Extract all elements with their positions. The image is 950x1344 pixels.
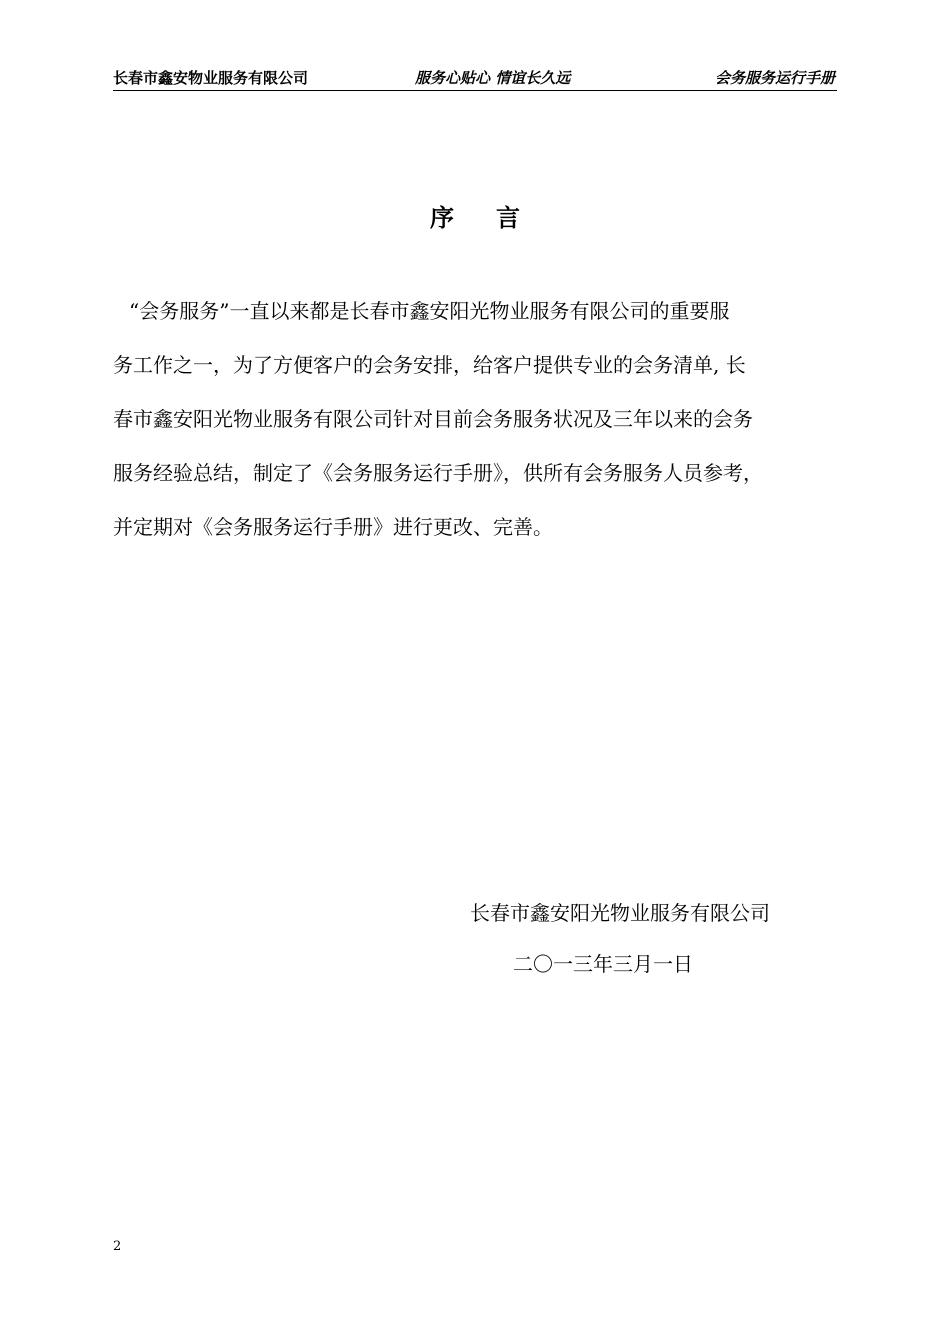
page-title: 序言: [430, 204, 562, 232]
signature-company: 长春市鑫安阳光物业服务有限公司: [470, 901, 770, 925]
body-line-4: 服务经验总结，制定了《会务服务运行手册》，供所有会务服务人员参考，: [113, 461, 763, 485]
body-line-1: “会务服务”一直以来都是长春市鑫安阳光物业服务有限公司的重要服: [129, 299, 730, 323]
body-line-2: 务工作之一，为了方便客户的会务安排，给客户提供专业的会务清单, 长: [113, 353, 746, 377]
header-manual-title: 会务服务运行手册: [714, 69, 835, 87]
body-line-3: 春市鑫安阳光物业服务有限公司针对目前会务服务状况及三年以来的会务: [113, 407, 753, 431]
header-company: 长春市鑫安物业服务有限公司: [113, 69, 309, 87]
page-number: 2: [113, 1239, 122, 1254]
signature-date: 二〇一三年三月一日: [513, 952, 693, 976]
header-slogan: 服务心贴心 情谊长久远: [415, 69, 571, 87]
page-header: [113, 68, 837, 91]
preface-body: [113, 284, 843, 554]
body-line-5: 并定期对《会务服务运行手册》进行更改、完善。: [113, 515, 553, 539]
